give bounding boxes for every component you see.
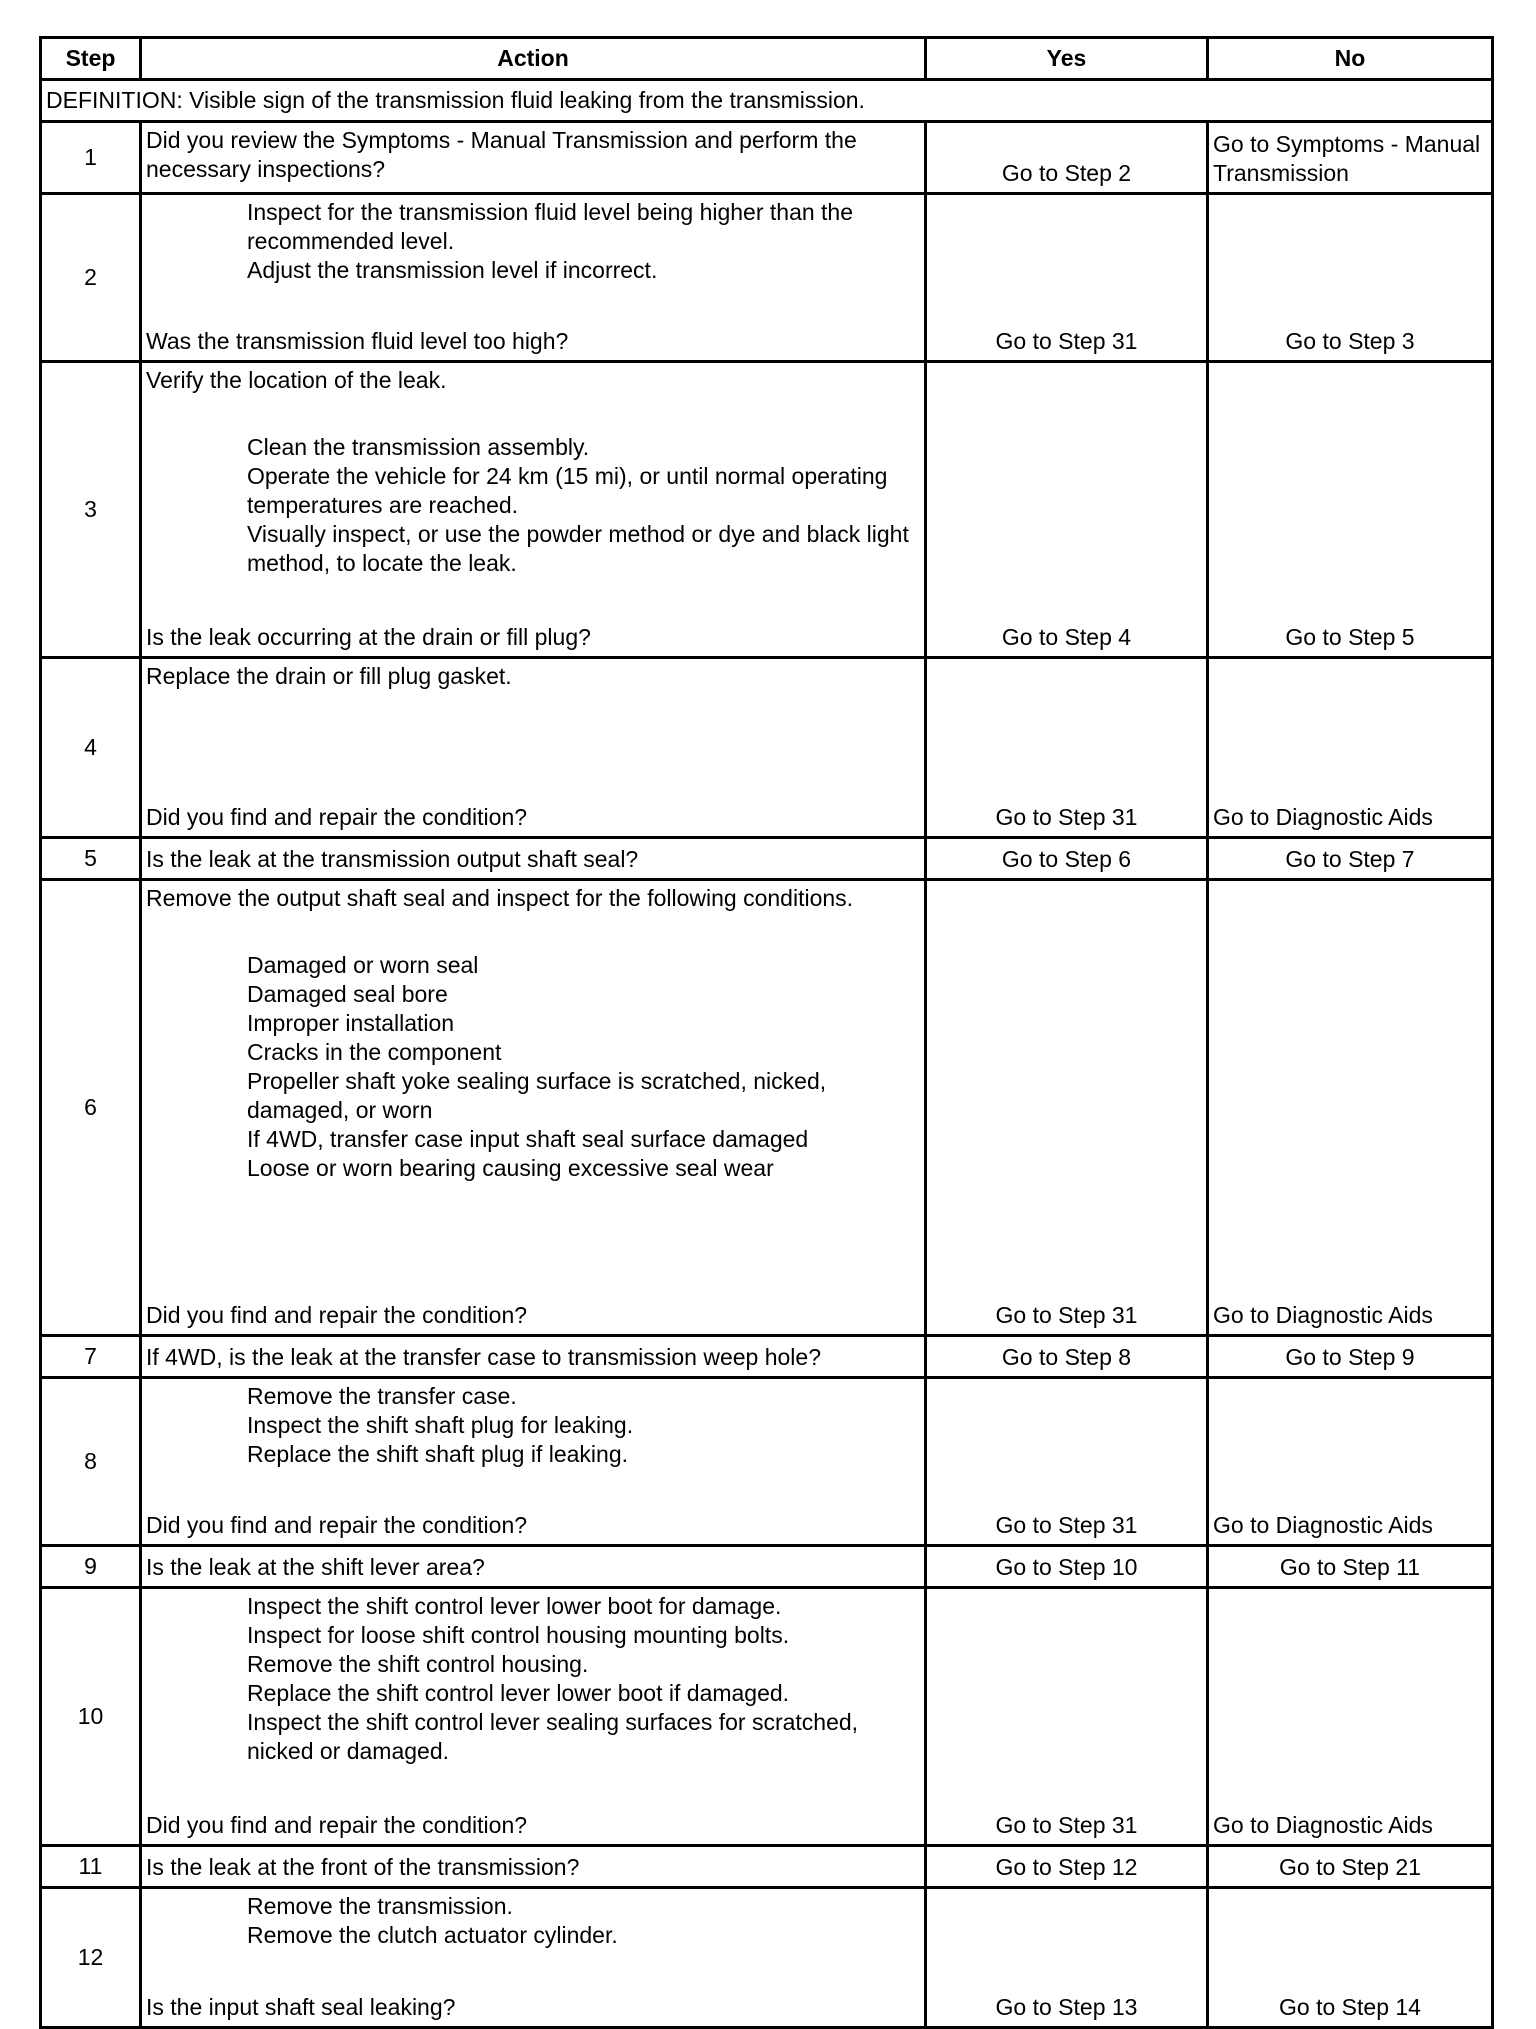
definition-text: DEFINITION: Visible sign of the transmission fluid leaking from the transmission.: [41, 80, 1493, 122]
action-substep: Inspect the shift shaft plug for leaking.: [247, 1412, 634, 1438]
yes-result: Go to Step 31: [926, 880, 1208, 1336]
action-cell: [141, 194, 926, 362]
yes-result: Go to Step 12: [926, 1846, 1208, 1888]
action-substep: Inspect the shift control lever lower boot for damage.: [247, 1593, 782, 1619]
action-content: [146, 1550, 920, 1582]
table-body: [41, 80, 1493, 2028]
action-question: If 4WD, is the leak at the transfer case to transmission weep hole?: [146, 1344, 821, 1370]
action-content: [146, 884, 920, 1330]
action-question: Did you find and repair the condition?: [146, 1812, 528, 1838]
action-substep: Remove the clutch actuator cylinder.: [247, 1922, 618, 1948]
action-question: Is the input shaft seal leaking?: [146, 1994, 456, 2020]
action-substep: Remove the transmission.: [247, 1893, 513, 1919]
action-substep: Propeller shaft yoke sealing surface is scratched, nicked, damaged, or worn: [247, 1068, 827, 1123]
header-action: Action: [141, 38, 926, 80]
action-content: [146, 662, 920, 832]
table-row: [41, 1588, 1493, 1846]
step-number: 3: [41, 362, 141, 658]
action-question: Did you find and repair the condition?: [146, 1512, 528, 1538]
action-substep: Replace the shift shaft plug if leaking.: [247, 1441, 629, 1467]
header-yes: Yes: [926, 38, 1208, 80]
yes-result: Go to Step 31: [926, 1588, 1208, 1846]
action-substeps: [146, 433, 920, 578]
action-cell: [141, 122, 926, 194]
action-cell: [141, 880, 926, 1336]
definition-row: [41, 80, 1493, 122]
action-instructions: [146, 1592, 920, 1766]
step-number: 11: [41, 1846, 141, 1888]
table-row: [41, 658, 1493, 838]
yes-result: Go to Step 6: [926, 838, 1208, 880]
action-question: Did you find and repair the condition?: [146, 1302, 528, 1328]
table-row: [41, 1336, 1493, 1378]
diagnostic-table: [39, 36, 1494, 2029]
action-substep: Operate the vehicle for 24 km (15 mi), or until normal operating temperatures are reached.: [247, 463, 888, 518]
no-result: Go to Step 3: [1208, 194, 1493, 362]
action-instructions: [146, 366, 920, 578]
action-instructions: [146, 1892, 920, 1950]
action-question: Was the transmission fluid level too high?: [146, 328, 569, 354]
action-content: [146, 842, 920, 874]
action-substep: Inspect the shift control lever sealing surfaces for scratched, nicked or damaged.: [247, 1709, 859, 1764]
action-substep: If 4WD, transfer case input shaft seal surface damaged: [247, 1126, 809, 1152]
action-substeps: [146, 1592, 920, 1766]
step-number: 5: [41, 838, 141, 880]
action-substep: Clean the transmission assembly.: [247, 434, 590, 460]
table-row: [41, 1378, 1493, 1546]
step-number: 8: [41, 1378, 141, 1546]
table-row: [41, 880, 1493, 1336]
action-intro: Did you review the Symptoms - Manual Transmission and perform the necessary inspections?: [146, 127, 857, 182]
action-content: [146, 198, 920, 356]
action-substep: Remove the transfer case.: [247, 1383, 517, 1409]
no-result: Go to Step 14: [1208, 1888, 1493, 2028]
action-content: [146, 1892, 920, 2022]
action-substep: Damaged or worn seal: [247, 952, 479, 978]
step-number: 2: [41, 194, 141, 362]
no-result: Go to Step 21: [1208, 1846, 1493, 1888]
action-content: [146, 366, 920, 652]
yes-result: Go to Step 31: [926, 658, 1208, 838]
spacer: [146, 913, 920, 951]
action-intro: Remove the output shaft seal and inspect for the following conditions.: [146, 885, 854, 911]
header-step: Step: [41, 38, 141, 80]
no-result: Go to Symptoms - Manual Transmission: [1208, 122, 1493, 194]
step-number: 1: [41, 122, 141, 194]
action-cell: [141, 1588, 926, 1846]
step-number: 12: [41, 1888, 141, 2028]
no-result: Go to Diagnostic Aids: [1208, 658, 1493, 838]
action-substep: Replace the shift control lever lower boot if damaged.: [247, 1680, 790, 1706]
action-cell: [141, 1336, 926, 1378]
table-row: [41, 838, 1493, 880]
action-content: [146, 1340, 920, 1372]
yes-result: Go to Step 31: [926, 194, 1208, 362]
spacer: [146, 395, 920, 433]
action-instructions: [146, 662, 920, 691]
action-content: [146, 1592, 920, 1840]
action-cell: [141, 1546, 926, 1588]
action-cell: [141, 1378, 926, 1546]
header-row: [41, 38, 1493, 80]
no-result: Go to Diagnostic Aids: [1208, 880, 1493, 1336]
action-cell: [141, 1888, 926, 2028]
action-cell: [141, 362, 926, 658]
action-question: Is the leak at the shift lever area?: [146, 1554, 485, 1580]
no-result: Go to Diagnostic Aids: [1208, 1378, 1493, 1546]
action-substep: Cracks in the component: [247, 1039, 502, 1065]
action-instructions: [146, 1382, 920, 1469]
action-substeps: [146, 198, 920, 285]
step-number: 4: [41, 658, 141, 838]
header-no: No: [1208, 38, 1493, 80]
action-substeps: [146, 1382, 920, 1469]
action-question: Did you find and repair the condition?: [146, 804, 528, 830]
action-substep: Remove the shift control housing.: [247, 1651, 589, 1677]
yes-result: Go to Step 8: [926, 1336, 1208, 1378]
yes-result: Go to Step 10: [926, 1546, 1208, 1588]
action-substeps: [146, 951, 920, 1183]
action-substep: Loose or worn bearing causing excessive seal wear: [247, 1155, 774, 1181]
action-instructions: [146, 198, 920, 285]
yes-result: Go to Step 31: [926, 1378, 1208, 1546]
action-substep: Damaged seal bore: [247, 981, 448, 1007]
action-cell: [141, 1846, 926, 1888]
action-content: [146, 1850, 920, 1882]
step-number: 7: [41, 1336, 141, 1378]
action-cell: [141, 838, 926, 880]
action-instructions: [146, 126, 920, 184]
action-cell: [141, 658, 926, 838]
step-number: 6: [41, 880, 141, 1336]
action-question: Is the leak at the front of the transmission?: [146, 1854, 580, 1880]
table-row: [41, 362, 1493, 658]
yes-result: Go to Step 4: [926, 362, 1208, 658]
action-substeps: [146, 1892, 920, 1950]
action-question: Is the leak at the transmission output shaft seal?: [146, 846, 639, 872]
action-intro: Replace the drain or fill plug gasket.: [146, 663, 512, 689]
action-substep: Inspect for the transmission fluid level being higher than the recommended level.: [247, 199, 854, 254]
table-row: [41, 122, 1493, 194]
no-result: Go to Step 5: [1208, 362, 1493, 658]
action-substep: Visually inspect, or use the powder method or dye and black light method, to locate the leak.: [247, 521, 909, 576]
table-row: [41, 1546, 1493, 1588]
action-question: Is the leak occurring at the drain or fill plug?: [146, 624, 591, 650]
action-substep: Adjust the transmission level if incorrect.: [247, 257, 658, 283]
no-result: Go to Step 9: [1208, 1336, 1493, 1378]
action-substep: Inspect for loose shift control housing mounting bolts.: [247, 1622, 790, 1648]
action-intro: Verify the location of the leak.: [146, 367, 447, 393]
action-content: [146, 126, 920, 188]
step-number: 9: [41, 1546, 141, 1588]
no-result: Go to Step 7: [1208, 838, 1493, 880]
action-instructions: [146, 884, 920, 1183]
table-row: [41, 1846, 1493, 1888]
no-result: Go to Step 11: [1208, 1546, 1493, 1588]
yes-result: Go to Step 13: [926, 1888, 1208, 2028]
table-row: [41, 194, 1493, 362]
no-result: Go to Diagnostic Aids: [1208, 1588, 1493, 1846]
action-substep: Improper installation: [247, 1010, 455, 1036]
step-number: 10: [41, 1588, 141, 1846]
table-row: [41, 1888, 1493, 2028]
yes-result: Go to Step 2: [926, 122, 1208, 194]
action-content: [146, 1382, 920, 1540]
